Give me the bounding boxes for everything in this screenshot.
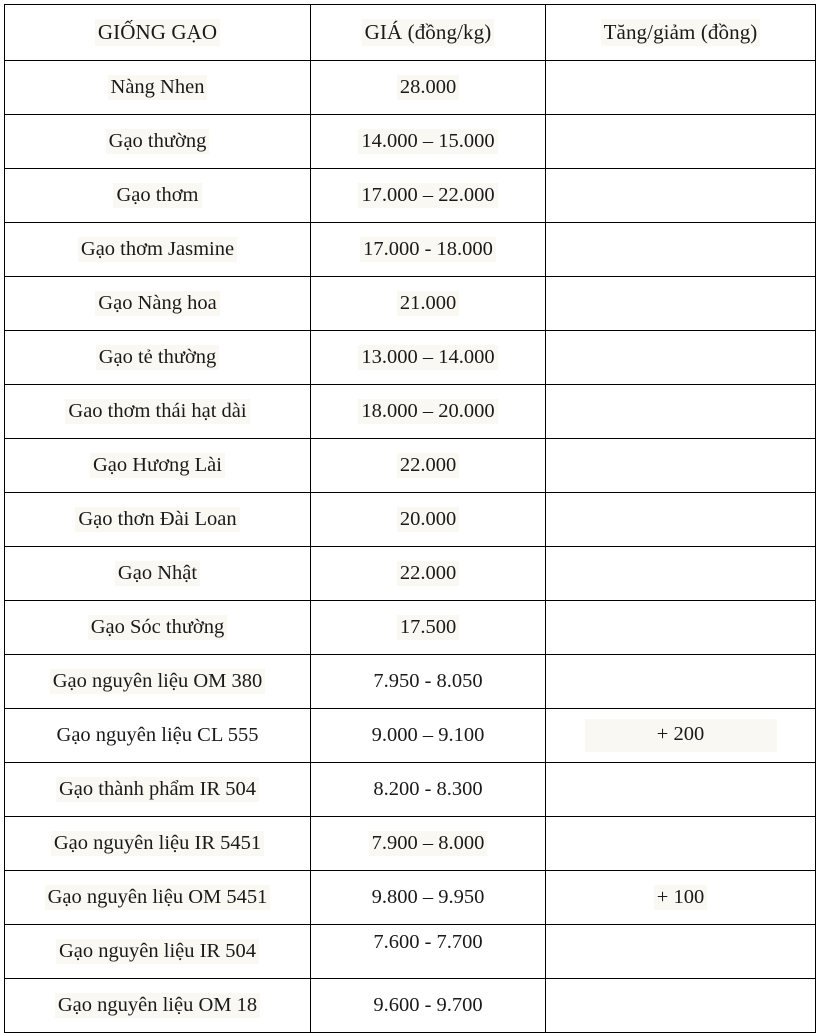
table-row (5, 385, 816, 439)
cell-change (546, 763, 816, 817)
rice-variety-value: Gạo Nàng hoa (95, 291, 219, 317)
cell-change (546, 277, 816, 331)
rice-variety-value: Gạo thơm (113, 183, 201, 209)
table-row (5, 655, 816, 709)
price-value: 7.950 - 8.050 (373, 670, 483, 692)
column-header-price-label: GIÁ (đồng/kg) (362, 19, 495, 45)
cell-change (546, 925, 816, 979)
cell-price (311, 871, 546, 925)
rice-variety-value: Gạo nguyên liệu IR 504 (56, 939, 259, 965)
price-value: 17.000 - 18.000 (360, 237, 496, 263)
change-value: + 200 (585, 719, 777, 752)
price-value: 22.000 (397, 453, 459, 479)
rice-variety-value: Gạo nguyên liệu OM 380 (50, 669, 266, 695)
price-value: 22.000 (397, 561, 459, 587)
cell-rice-variety (5, 61, 311, 115)
rice-variety-value: Gạo thường (106, 129, 210, 155)
cell-price (311, 61, 546, 115)
cell-change (546, 547, 816, 601)
rice-variety-value: Gạo nguyên liệu IR 5451 (51, 831, 264, 857)
cell-change (546, 223, 816, 277)
cell-rice-variety (5, 331, 311, 385)
cell-rice-variety (5, 655, 311, 709)
price-value: 9.800 – 9.950 (371, 886, 485, 908)
cell-rice-variety (5, 277, 311, 331)
cell-change (546, 871, 816, 925)
cell-rice-variety (5, 223, 311, 277)
price-value: 9.600 - 9.700 (373, 994, 483, 1016)
cell-rice-variety (5, 601, 311, 655)
price-value: 13.000 – 14.000 (358, 345, 497, 371)
table-row (5, 61, 816, 115)
cell-rice-variety (5, 871, 311, 925)
rice-variety-value: Gạo nguyên liệu CL 555 (56, 724, 259, 746)
table-row (5, 871, 816, 925)
cell-price (311, 655, 546, 709)
table-row (5, 493, 816, 547)
cell-price (311, 817, 546, 871)
price-value: 18.000 – 20.000 (358, 399, 497, 425)
cell-rice-variety (5, 115, 311, 169)
cell-price (311, 385, 546, 439)
rice-price-table-container (4, 4, 815, 1017)
cell-change (546, 709, 816, 763)
rice-variety-value: Gạo nguyên liệu OM 5451 (45, 885, 271, 911)
column-header-rice-variety (5, 5, 311, 61)
cell-price (311, 439, 546, 493)
rice-variety-value: Gạo tẻ thường (96, 345, 220, 371)
table-row (5, 439, 816, 493)
table-row (5, 223, 816, 277)
rice-variety-value: Gạo thành phẩm IR 504 (56, 777, 259, 803)
cell-change (546, 169, 816, 223)
price-value: 8.200 - 8.300 (373, 778, 483, 800)
column-header-change (546, 5, 816, 61)
price-value: 28.000 (397, 75, 459, 101)
cell-rice-variety (5, 439, 311, 493)
table-row (5, 547, 816, 601)
cell-rice-variety (5, 169, 311, 223)
rice-price-table (4, 4, 816, 1033)
cell-change (546, 385, 816, 439)
cell-change (546, 331, 816, 385)
price-value: 17.000 – 22.000 (358, 183, 497, 209)
rice-variety-value: Gạo Nhật (115, 561, 200, 587)
table-row (5, 115, 816, 169)
cell-change (546, 601, 816, 655)
table-row (5, 709, 816, 763)
price-value: 9.000 – 9.100 (371, 724, 485, 746)
cell-rice-variety (5, 763, 311, 817)
price-value: 20.000 (397, 507, 459, 533)
table-row (5, 331, 816, 385)
cell-price (311, 601, 546, 655)
cell-rice-variety (5, 709, 311, 763)
cell-price (311, 547, 546, 601)
table-row (5, 169, 816, 223)
table-row (5, 277, 816, 331)
cell-price (311, 115, 546, 169)
column-header-price (311, 5, 546, 61)
rice-variety-value: Gạo thơn Đài Loan (75, 507, 239, 533)
rice-variety-value: Gạo thơm Jasmine (78, 237, 237, 263)
cell-price (311, 709, 546, 763)
price-value: 7.600 - 7.700 (373, 931, 483, 953)
cell-price (311, 979, 546, 1033)
cell-change (546, 115, 816, 169)
table-row (5, 601, 816, 655)
cell-price (311, 169, 546, 223)
column-header-rice-variety-label: GIỐNG GẠO (95, 19, 220, 45)
cell-change (546, 979, 816, 1033)
table-row (5, 763, 816, 817)
column-header-change-label: Tăng/giảm (đồng) (601, 19, 761, 45)
price-value: 21.000 (397, 291, 459, 317)
cell-price (311, 763, 546, 817)
cell-rice-variety (5, 817, 311, 871)
table-row (5, 925, 816, 979)
price-value: 14.000 – 15.000 (358, 129, 497, 155)
cell-change (546, 655, 816, 709)
price-value: 17.500 (397, 615, 459, 641)
cell-price (311, 493, 546, 547)
cell-price (311, 277, 546, 331)
cell-rice-variety (5, 547, 311, 601)
cell-price (311, 925, 546, 979)
price-value: 7.900 – 8.000 (369, 831, 488, 857)
rice-variety-value: Gạo Sóc thường (88, 615, 228, 641)
cell-change (546, 493, 816, 547)
cell-rice-variety (5, 979, 311, 1033)
change-value: + 100 (654, 885, 707, 911)
table-row (5, 979, 816, 1033)
rice-variety-value: Gạo nguyên liệu OM 18 (55, 993, 260, 1019)
cell-change (546, 61, 816, 115)
cell-change (546, 439, 816, 493)
table-header (5, 5, 816, 61)
cell-rice-variety (5, 385, 311, 439)
header-row (5, 5, 816, 61)
rice-variety-value: Gao thơm thái hạt dài (65, 399, 249, 425)
rice-variety-value: Nàng Nhen (108, 75, 208, 101)
cell-rice-variety (5, 925, 311, 979)
table-row (5, 817, 816, 871)
cell-rice-variety (5, 493, 311, 547)
cell-price (311, 331, 546, 385)
table-body (5, 61, 816, 1033)
cell-change (546, 817, 816, 871)
cell-price (311, 223, 546, 277)
rice-variety-value: Gạo Hương Lài (90, 453, 225, 479)
